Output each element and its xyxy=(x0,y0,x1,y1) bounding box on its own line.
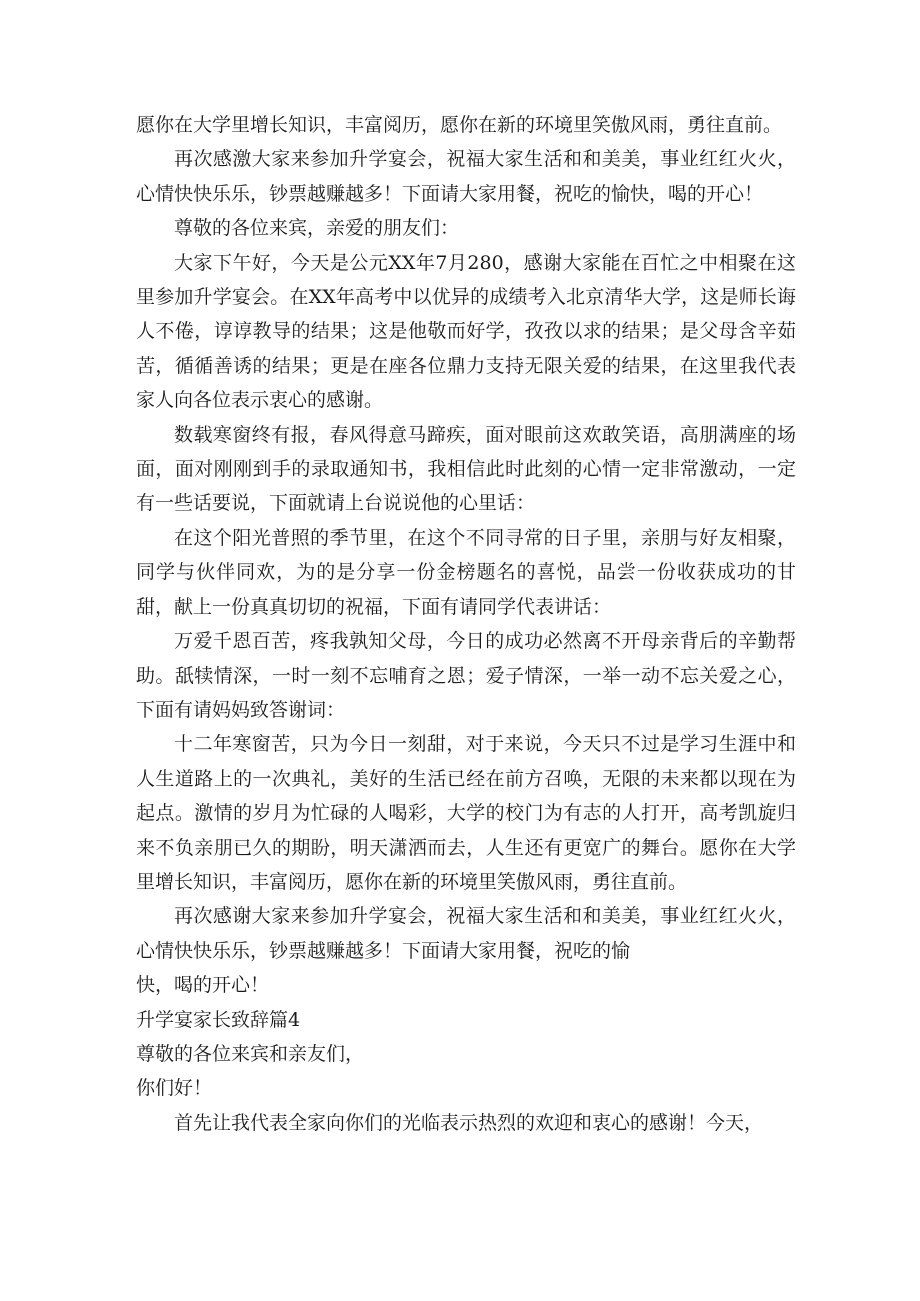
paragraph-9: 再次感谢大家来参加升学宴会，祝福大家生活和和美美，事业红红火火，心情快快乐乐，钞票越赚越多！下面请大家用餐，祝吃的愉 xyxy=(136,905,796,962)
paragraph-7: 万爱千恩百苦，疼我孰知父母，今日的成功必然离不开母亲背后的辛勤帮助。舐犊情深，一时一刻不忘哺育之恩；爱子情深，一举一动不忘关爱之心，下面有请妈妈致答谢词： xyxy=(136,630,796,721)
paragraph-5: 数载寒窗终有报，春风得意马蹄疾，面对眼前这欢敢笑语，高朋满座的场面，面对刚刚到手的录取通知书，我相信此时此刻的心情一定非常激动，一定有一些话要说，下面就请上台说说他的心里话： xyxy=(136,423,796,515)
paragraph-last: 首先让我代表全家向你们的光临表示热烈的欢迎和衷心的感谢！今天， xyxy=(174,1111,764,1134)
paragraph-1: 愿你在大学里增长知识，丰富阅历，愿你在新的环境里笑傲风雨，勇往直前。 xyxy=(136,114,783,136)
paragraph-2: 再次感激大家来参加升学宴会，祝福大家生活和和美美，事业红红火火，心情快快乐乐，钞票越赚越多！下面请大家用餐，祝吃的愉快，喝的开心！ xyxy=(136,148,796,205)
paragraph-3-greeting: 尊敬的各位来宾，亲爱的朋友们： xyxy=(174,217,460,240)
paragraph-salutation: 尊敬的各位来宾和亲友们， xyxy=(136,1042,365,1065)
document-body xyxy=(136,108,796,1140)
paragraph-4: 大家下午好，今天是公元XX年7月280，感谢大家能在百忙之中相聚在这里参加升学宴会。在XX年高考中以优异的成绩考入北京清华大学，这是师长诲人不倦，谆谆教导的结果；这是他敬而好学，孜孜以求的结果；是父母含辛茹苦，循循善诱的结果；更是在座各位鼎力支持无限关爱的结果，在这里我代表家人向各位表示衷心的感谢。 xyxy=(136,251,796,412)
paragraph-8: 十二年寒窗苦，只为今日一刻甜，对于来说，今天只不过是学习生涯中和人生道路上的一次典礼，美好的生活已经在前方召唤，无限的未来都以现在为起点。激情的岁月为忙碌的人喝彩，大学的校门为有志的人打开，高考凯旋归来不负亲朋已久的期盼，明天潇洒而去，人生还有更宽广的舞台。愿你在大学里增长知识，丰富阅历，愿你在新的环境里笑傲风雨，勇往直前。 xyxy=(136,733,796,893)
paragraph-10: 快，喝的开心！ xyxy=(136,974,270,997)
section-heading: 升学宴家长致辞篇4 xyxy=(136,1008,301,1031)
paragraph-hello: 你们好！ xyxy=(136,1077,213,1100)
paragraph-6: 在这个阳光普照的季节里，在这个不同寻常的日子里，亲朋与好友相聚，同学与伙伴同欢，为的是分享一份金榜题名的喜悦，品尝一份收获成功的甘甜，献上一份真真切切的祝福，下面有请同学代表讲话： xyxy=(136,526,796,618)
